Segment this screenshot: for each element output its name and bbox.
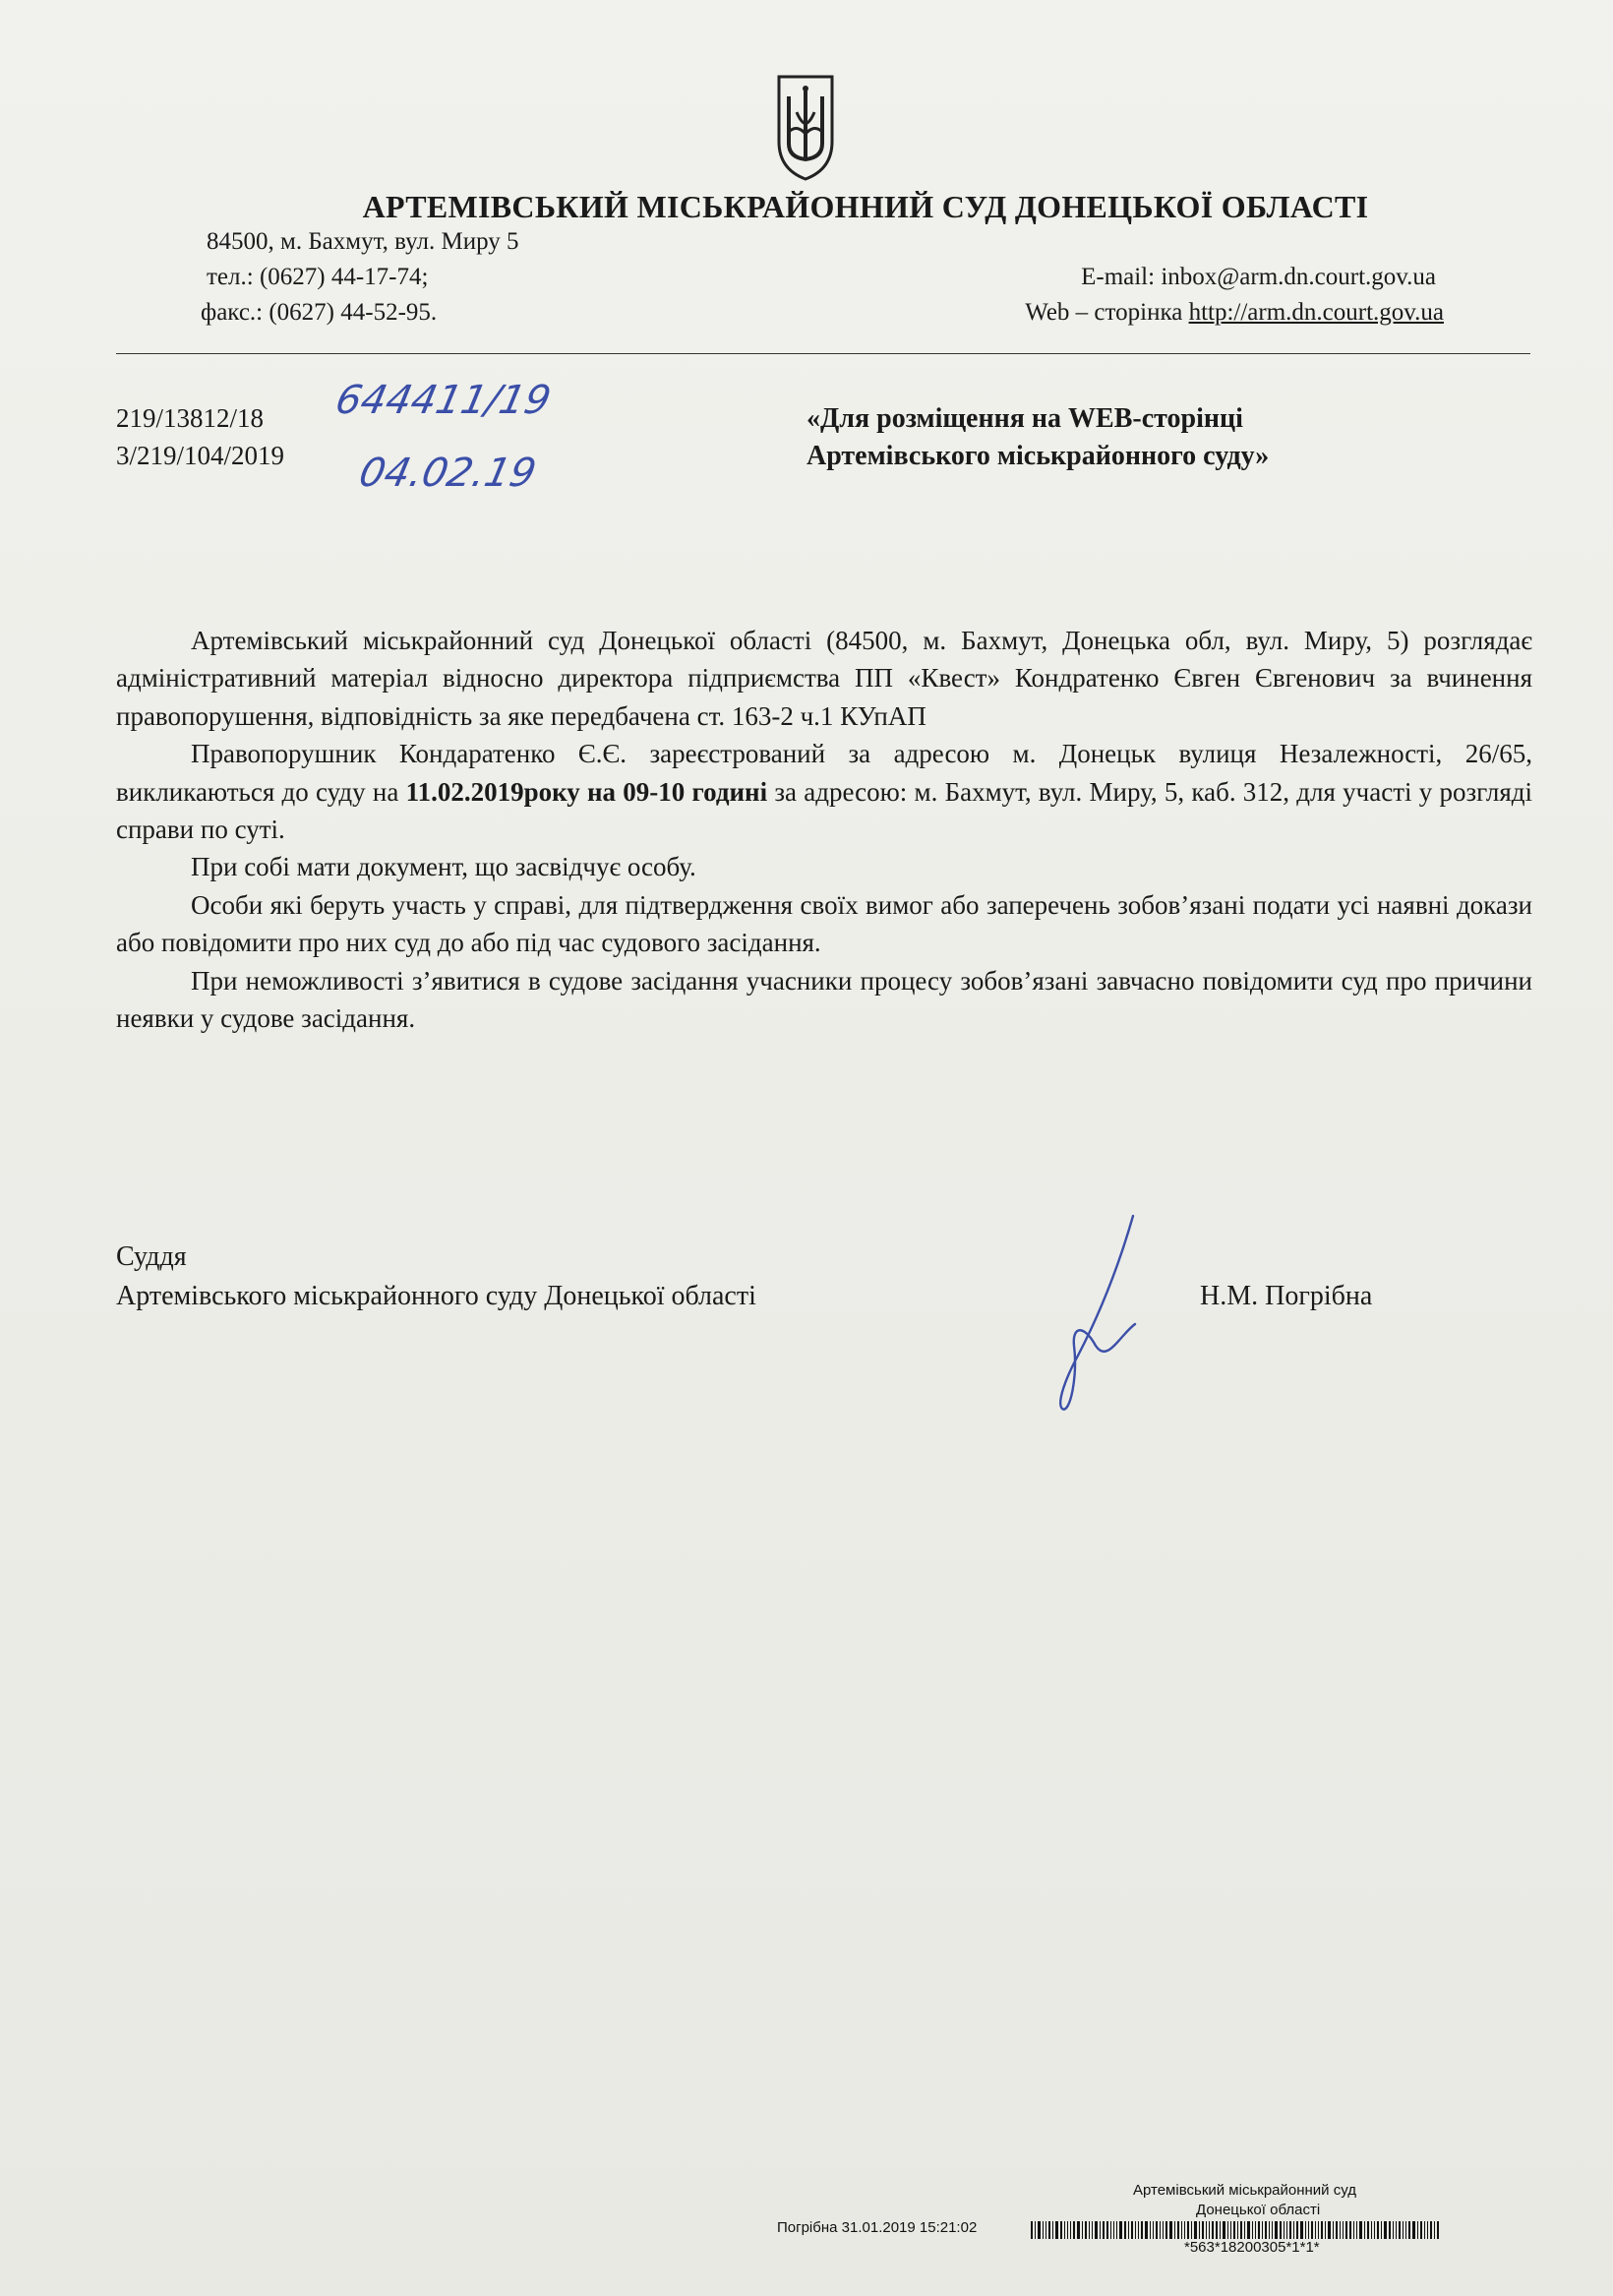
barcode-bar	[1184, 2221, 1185, 2239]
barcode-bar	[1403, 2221, 1404, 2239]
paragraph-evidence: Особи які беруть участь у справі, для підтвердження своїх вимог або заперечень зобов’язані подати усі наявні докази або повідомити про них суд до або під час судового засідання.	[116, 889, 1532, 958]
stamp-org-line2: Донецької області	[1196, 2202, 1321, 2218]
barcode-bar	[1343, 2221, 1344, 2239]
barcode-bar	[1220, 2221, 1221, 2239]
barcode-bar	[1247, 2221, 1250, 2239]
barcode-bar	[1060, 2221, 1062, 2239]
barcode-bar	[1333, 2221, 1334, 2239]
barcode-bar	[1100, 2221, 1101, 2239]
barcode-bar	[1417, 2221, 1418, 2239]
barcode-bar	[1181, 2221, 1182, 2239]
barcode-bar	[1064, 2221, 1065, 2239]
summons-text-end: за адресою: м. Бахмут, вул. Миру, 5, каб. 312, для участі у розгляді справи по суті.	[116, 776, 1532, 845]
barcode-bar	[1262, 2221, 1263, 2239]
barcode-bar	[1345, 2221, 1347, 2239]
court-web-label: Web – сторінка	[1025, 299, 1189, 326]
stamp-org-line1: Артемівський міськрайонний суд	[1133, 2182, 1356, 2199]
court-web-link[interactable]: http://arm.dn.court.gov.ua	[1188, 299, 1444, 326]
barcode-bar	[1067, 2221, 1068, 2239]
barcode-bar	[1272, 2221, 1273, 2239]
barcode-bar	[1110, 2221, 1111, 2239]
barcode-bar	[1244, 2221, 1245, 2239]
barcode-bar	[1077, 2221, 1080, 2239]
court-email: E-mail: inbox@arm.dn.court.gov.ua	[1081, 264, 1436, 290]
notice-body	[116, 622, 1532, 1037]
barcode-bar	[1223, 2221, 1225, 2239]
barcode-bar	[1128, 2221, 1129, 2239]
signatory-name: Н.М. Погрібна	[1200, 1281, 1373, 1311]
barcode-bar	[1156, 2221, 1158, 2239]
barcode-bar	[1300, 2221, 1303, 2239]
barcode-bar	[1138, 2221, 1139, 2239]
barcode-bar	[1399, 2221, 1401, 2239]
barcode-bar	[1092, 2221, 1093, 2239]
barcode-bar	[1199, 2221, 1200, 2239]
barcode-bar	[1315, 2221, 1316, 2239]
barcode-bar	[1430, 2221, 1432, 2239]
barcode-bar	[1434, 2221, 1435, 2239]
barcode-bar	[1424, 2221, 1425, 2239]
barcode-bar	[1318, 2221, 1319, 2239]
barcode-bar	[1052, 2221, 1053, 2239]
registration-barcode	[1031, 2221, 1515, 2239]
barcode-bar	[1045, 2221, 1046, 2239]
barcode-bar	[1119, 2221, 1122, 2239]
barcode-bar	[1031, 2221, 1033, 2239]
barcode-bar	[1286, 2221, 1287, 2239]
barcode-bar	[1340, 2221, 1341, 2239]
barcode-bar	[1420, 2221, 1422, 2239]
handwritten-registration-date: 04.02.19	[355, 451, 541, 496]
barcode-bar	[1275, 2221, 1278, 2239]
barcode-bar	[1202, 2221, 1204, 2239]
barcode-bar	[1377, 2221, 1379, 2239]
barcode-bar	[1240, 2221, 1242, 2239]
barcode-bar	[1328, 2221, 1331, 2239]
barcode-bar	[1289, 2221, 1291, 2239]
stamp-signed-by: Погрібна 31.01.2019 15:21:02	[777, 2219, 978, 2236]
signatory-court: Артемівського міськрайонного суду Донецької області	[116, 1281, 756, 1311]
court-name-heading: АРТЕМІВСЬКИЙ МІСЬКРАЙОННИЙ СУД ДОНЕЦЬКОЇ ОБЛАСТІ	[362, 189, 1369, 224]
barcode-bar	[1165, 2221, 1167, 2239]
barcode-bar	[1169, 2221, 1172, 2239]
barcode-bar	[1055, 2221, 1058, 2239]
case-number: 219/13812/18	[116, 403, 265, 433]
barcode-bar	[1227, 2221, 1228, 2239]
barcode-bar	[1095, 2221, 1098, 2239]
barcode-bar	[1113, 2221, 1114, 2239]
barcode-bar	[1035, 2221, 1036, 2239]
barcode-bar	[1070, 2221, 1071, 2239]
barcode-bar	[1145, 2221, 1148, 2239]
barcode-bar	[1412, 2221, 1415, 2239]
barcode-bar	[1085, 2221, 1087, 2239]
barcode-bar	[1389, 2221, 1391, 2239]
barcode-bar	[1371, 2221, 1372, 2239]
barcode-bar	[1265, 2221, 1267, 2239]
court-address: 84500, м. Бахмут, вул. Миру 5	[207, 228, 519, 255]
paragraph-summons	[116, 735, 1532, 848]
barcode-bar	[1135, 2221, 1136, 2239]
barcode-bar	[1349, 2221, 1351, 2239]
barcode-bar	[1258, 2221, 1260, 2239]
coat-of-arms-icon	[775, 73, 836, 183]
hearing-datetime: 11.02.2019року на 09-10 годині	[405, 776, 768, 807]
barcode-bar	[1269, 2221, 1270, 2239]
summons-text-start: Правопорушник Кондаратенко Є.Є. зареєстрований за адресою м. Донецьк вулиця Незалежності, 26/65, викликаються до суду на	[116, 739, 1532, 807]
barcode-bar	[1160, 2221, 1161, 2239]
barcode-bar	[1255, 2221, 1256, 2239]
barcode-bar	[1212, 2221, 1214, 2239]
barcode-bar	[1367, 2221, 1369, 2239]
barcode-bar	[1381, 2221, 1382, 2239]
barcode-bar	[1191, 2221, 1192, 2239]
barcode-bar	[1396, 2221, 1397, 2239]
barcode-bar	[1106, 2221, 1108, 2239]
barcode-bar	[1043, 2221, 1044, 2239]
barcode-bar	[1141, 2221, 1143, 2239]
barcode-bar	[1038, 2221, 1041, 2239]
barcode-bar	[1364, 2221, 1365, 2239]
barcode-bar	[1408, 2221, 1410, 2239]
handwritten-signature	[1013, 1208, 1151, 1415]
barcode-bar	[1305, 2221, 1306, 2239]
barcode-bar	[1427, 2221, 1428, 2239]
barcode-bar	[1116, 2221, 1117, 2239]
paragraph-case-description: Артемівський міськрайонний суд Донецької області (84500, м. Бахмут, Донецька обл, вул. Миру, 5) розглядає адміністративний матеріал відносно директора підприємства ПП «Квест» Кондратенко Євген Євгенович за вчинення правопорушення, відповідність за яке передбачена ст. 163-2 ч.1 КУпАП	[116, 626, 1532, 731]
barcode-bar	[1073, 2221, 1075, 2239]
barcode-bar	[1233, 2221, 1235, 2239]
barcode-bar	[1124, 2221, 1126, 2239]
barcode-bar	[1216, 2221, 1218, 2239]
barcode-bar	[1280, 2221, 1282, 2239]
paragraph-identity-document: При собі мати документ, що засвідчує особу.	[191, 852, 696, 882]
barcode-bar	[1153, 2221, 1154, 2239]
barcode-bar	[1308, 2221, 1309, 2239]
barcode-bar	[1437, 2221, 1439, 2239]
barcode-bar	[1321, 2221, 1323, 2239]
signatory-title: Суддя	[116, 1241, 187, 1272]
barcode-bar	[1177, 2221, 1179, 2239]
barcode-bar	[1163, 2221, 1164, 2239]
barcode-bar	[1293, 2221, 1294, 2239]
barcode-bar	[1048, 2221, 1050, 2239]
barcode-bar	[1187, 2221, 1189, 2239]
barcode-bar	[1374, 2221, 1375, 2239]
barcode-bar	[1206, 2221, 1207, 2239]
barcode-text: *563*18200305*1*1*	[1184, 2239, 1320, 2256]
court-web	[1025, 299, 1444, 327]
barcode-bar	[1082, 2221, 1083, 2239]
barcode-bar	[1359, 2221, 1362, 2239]
publication-note-line1: «Для розміщення на WEB-сторінці	[806, 403, 1243, 434]
barcode-bar	[1384, 2221, 1387, 2239]
header-divider	[116, 353, 1530, 354]
barcode-bar	[1131, 2221, 1133, 2239]
handwritten-registration-number: 644411/19	[331, 378, 555, 423]
barcode-bar	[1150, 2221, 1151, 2239]
barcode-bar	[1194, 2221, 1197, 2239]
barcode-bar	[1230, 2221, 1231, 2239]
barcode-bar	[1296, 2221, 1298, 2239]
barcode-bar	[1237, 2221, 1238, 2239]
barcode-bar	[1356, 2221, 1357, 2239]
barcode-bar	[1174, 2221, 1175, 2239]
barcode-bar	[1103, 2221, 1105, 2239]
barcode-bar	[1393, 2221, 1394, 2239]
publication-note-line2: Артемівського міськрайонного суду»	[806, 441, 1270, 471]
court-phone: тел.: (0627) 44-17-74;	[207, 264, 429, 290]
barcode-bar	[1405, 2221, 1406, 2239]
outgoing-number: 3/219/104/2019	[116, 441, 285, 470]
barcode-bar	[1252, 2221, 1253, 2239]
barcode-bar	[1311, 2221, 1313, 2239]
court-fax: факс.: (0627) 44-52-95.	[201, 299, 438, 326]
barcode-bar	[1325, 2221, 1326, 2239]
barcode-bar	[1089, 2221, 1090, 2239]
barcode-bar	[1336, 2221, 1338, 2239]
barcode-bar	[1209, 2221, 1210, 2239]
barcode-bar	[1353, 2221, 1354, 2239]
paragraph-absence-notice: При неможливості з’явитися в судове засідання учасники процесу зобов’язані завчасно повідомити суд про причини неявки у судове засідання.	[116, 965, 1532, 1034]
